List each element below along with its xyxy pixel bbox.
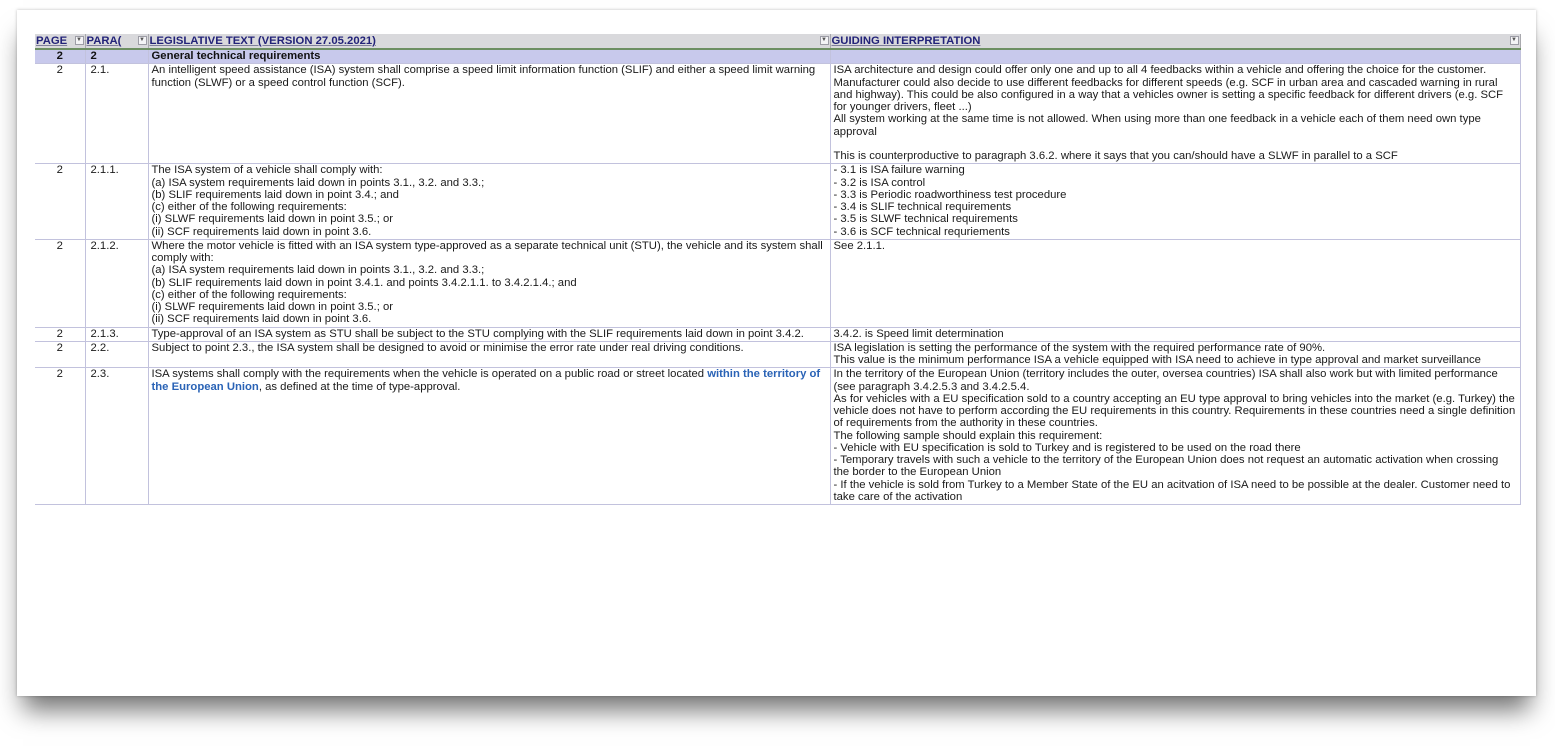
legislative-text: ISA systems shall comply with the requirements when the vehicle is operated on a public road or street located: [151, 368, 708, 381]
cell-para[interactable]: 2.1.2.: [85, 239, 148, 327]
cell-guiding[interactable]: ISA legislation is setting the performance of the system with the required performance rate of 90%. This value is the minimum performance ISA a vehicle equipped with ISA need to achieve in type approval and market surveillance: [830, 341, 1520, 368]
table-row: [35, 327, 1520, 341]
cell-legislative[interactable]: An intelligent speed assistance (ISA) system shall comprise a speed limit information function (SLIF) and either a speed limit warning function (SLWF) or a speed control function (SCF).: [148, 64, 830, 164]
dropdown-arrow-icon[interactable]: ▼: [1511, 37, 1517, 43]
table-row: [35, 341, 1520, 368]
requirements-table: [35, 34, 1521, 505]
cell-guiding[interactable]: - 3.1 is ISA failure warning - 3.2 is ISA control - 3.3 is Periodic roadworthiness test procedure - 3.4 is SLIF technical requirements - 3.5 is SLWF technical requirements - 3.6 is SCF technical requriements: [830, 164, 1520, 240]
cell-page[interactable]: 2: [35, 327, 85, 341]
cell-para[interactable]: 2.1.1.: [85, 164, 148, 240]
dropdown-arrow-icon[interactable]: ▼: [139, 37, 145, 43]
cell-page[interactable]: 2: [35, 368, 85, 505]
section-row: [35, 49, 1520, 64]
cell-guiding[interactable]: See 2.1.1.: [830, 239, 1520, 327]
cell-guiding[interactable]: In the territory of the European Union (territory includes the outer, oversea countries) ISA shall also work but with limited performance (see paragraph 3.4.2.5.3 and 3.4.2.5.4. As for vehicles with a EU specification sold to a country accepting an EU type approval to bring vehicles into the market (e.g. Turkey) the vehicle does not have to perform according the EU requirements in this country. Requirements in these countries need a single definition of requirements from the authority in these countries. The following sample should explain this requirement: - Vehicle with EU specification is sold to Turkey and is registered to be used on the road there - Temporary travels with such a vehicle to the territory of the European Union does not request an automatic activation when crossing the border to the European Union - If the vehicle is sold from Turkey to a Member State of the EU an acitvation of ISA need to be possible at the dealer. Customer need to take care of the activation: [830, 368, 1520, 505]
cell-guiding[interactable]: ISA architecture and design could offer only one and up to all 4 feedbacks within a vehicle and offering the choice for the customer. Manufacturer could also decide to use different feedbacks for different speeds (e.g. SCF in urban area and cascaded warning in rural and highway). This could be also configured in a way that a vehicles owner is setting a specific feedback for different drivers (e.g. SCF for younger drivers, fleet ...) All system working at the same time is not allowed. When using more than one feedback in a vehicle each of them need own type approval This is counterproductive to paragraph 3.6.2. where it says that you can/should have a SLWF in parallel to a SCF: [830, 64, 1520, 164]
table-row: [35, 64, 1520, 164]
cell-guiding[interactable]: 3.4.2. is Speed limit determination: [830, 327, 1520, 341]
cell-legislative[interactable]: Type-approval of an ISA system as STU shall be subject to the STU complying with the SLIF requirements laid down in point 3.4.2.: [148, 327, 830, 341]
territory-link[interactable]: within the territory of the European Union: [151, 368, 824, 393]
cell-page[interactable]: 2: [35, 64, 85, 164]
cell-legislative[interactable]: Where the motor vehicle is fitted with an ISA system type-approved as a separate technical unit (STU), the vehicle and its system shall comply with: (a) ISA system requirements laid down in points 3.1., 3.2. and 3.3.; (b) SLIF requirements laid down in point 3.4.1. and points 3.4.2.1.1. to 3.4.2.1.4.; and (c) either of the following requirements: (i) SLWF requirements laid down in point 3.5.; or (ii) SCF requirements laid down in point 3.6.: [148, 239, 830, 327]
cell-para[interactable]: 2.1.: [85, 64, 148, 164]
header-row: [35, 34, 1520, 49]
screenshot-frame: [17, 10, 1536, 696]
cell-legislative[interactable]: [148, 368, 830, 505]
cell-section-title[interactable]: General technical requirements: [148, 49, 830, 64]
table-row: [35, 164, 1520, 240]
spreadsheet: [35, 34, 1520, 505]
dropdown-arrow-icon[interactable]: ▼: [821, 37, 827, 43]
table-row: [35, 239, 1520, 327]
dropdown-arrow-icon[interactable]: ▼: [76, 37, 82, 43]
cell-page[interactable]: 2: [35, 239, 85, 327]
cell-para[interactable]: 2.2.: [85, 341, 148, 368]
cell-para[interactable]: 2.1.3.: [85, 327, 148, 341]
cell-para[interactable]: 2: [85, 49, 148, 64]
cell-guiding[interactable]: [830, 49, 1520, 64]
table-row: [35, 368, 1520, 505]
cell-legislative[interactable]: The ISA system of a vehicle shall comply with: (a) ISA system requirements laid down in points 3.1., 3.2. and 3.3.; (b) SLIF requirements laid down in point 3.4.; and (c) either of the following requirements: (i) SLWF requirements laid down in point 3.5.; or (ii) SCF requirements laid down in point 3.6.: [148, 164, 830, 240]
legislative-text: , as defined at the time of type-approval.: [258, 380, 461, 393]
cell-page[interactable]: 2: [35, 341, 85, 368]
column-header-guiding[interactable]: GUIDING INTERPRETATION ▼: [830, 34, 1520, 49]
column-header-para[interactable]: PARA( ▼: [85, 34, 148, 49]
cell-page[interactable]: 2: [35, 49, 85, 64]
cell-para[interactable]: 2.3.: [85, 368, 148, 505]
column-header-page[interactable]: PAGE ▼: [35, 34, 85, 49]
cell-legislative[interactable]: Subject to point 2.3., the ISA system shall be designed to avoid or minimise the error rate under real driving conditions.: [148, 341, 830, 368]
cell-page[interactable]: 2: [35, 164, 85, 240]
column-header-legislative[interactable]: LEGISLATIVE TEXT (VERSION 27.05.2021) ▼: [148, 34, 830, 49]
